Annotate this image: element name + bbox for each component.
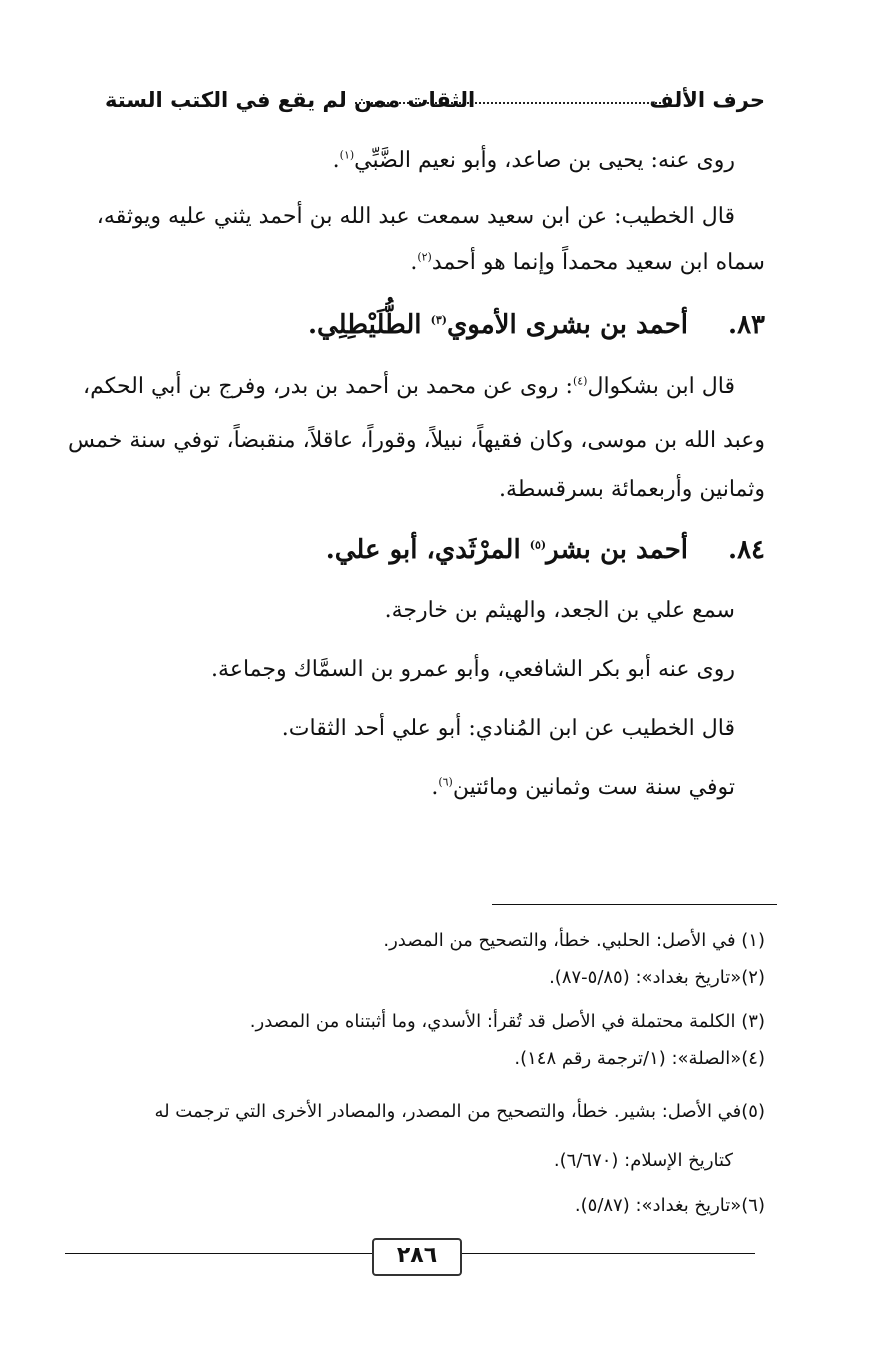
entry-title-84: [80, 535, 765, 565]
entry-nisba: الطُّلَيْطِلِي.: [307, 310, 422, 340]
entry-number: ٨٣.: [728, 310, 765, 340]
entry-name: أحمد بن بشر: [546, 535, 688, 565]
running-header: [105, 82, 765, 118]
header-book-title: الثقات ممن لم يقع في الكتب الستة: [105, 88, 476, 112]
footnote-ref: (٥): [529, 538, 547, 552]
footnote-ref: (٢): [417, 250, 432, 264]
footnote-4: (٤)«الصلة»: (١/ترجمة رقم ١٤٨).: [514, 1048, 765, 1069]
entry-name: أحمد بن بشرى الأموي: [446, 310, 688, 340]
page-number: ٢٨٦: [372, 1238, 462, 1276]
body-line: سمع علي بن الجعد، والهيثم بن خارجة.: [384, 598, 735, 623]
body-line: روى عنه: يحيى بن صاعد، وأبو نعيم الضَّبِّي$^{(١)}$.: [332, 148, 735, 173]
body-line: سماه ابن سعيد محمداً وإنما هو أحمد$^{(٢)}$.: [410, 250, 765, 275]
body-line: وعبد الله بن موسى، وكان فقيهاً، نبيلاً، وقوراً، عاقلاً، منقبضاً، توفي سنة خمس: [67, 428, 765, 453]
entry-nisba: المرْثَدي، أبو علي.: [325, 535, 521, 565]
entry-number: ٨٤.: [728, 535, 765, 565]
footnote-2: (٢)«تاريخ بغداد»: (٥/٨٥-٨٧).: [549, 967, 765, 988]
body-line: وثمانين وأربعمائة بسرقسطة.: [499, 477, 765, 502]
body-line: قال الخطيب: عن ابن سعيد سمعت عبد الله بن أحمد يثني عليه ويوثقه،: [96, 204, 735, 229]
body-line: قال الخطيب عن ابن المُنادي: أبو علي أحد الثقات.: [281, 716, 735, 741]
body-line: توفي سنة ست وثمانين ومائتين$^{(٦)}$.: [431, 775, 735, 800]
body-line: قال ابن بشكوال$^{(٤)}$: روى عن محمد بن أحمد بن بدر، وفرج بن أبي الحكم،: [83, 374, 735, 399]
header-chapter: حرف الألف: [649, 88, 765, 112]
footnote-5-continuation: كتاريخ الإسلام: (٦/٦٧٠).: [553, 1150, 733, 1171]
footnote-ref: (٤): [572, 374, 588, 388]
footnote-separator: [492, 904, 777, 905]
footnote-ref: (١): [339, 148, 355, 162]
entry-title-83: [80, 310, 765, 340]
footnote-5: (٥)في الأصل: بشير. خطأ، والتصحيح من المصدر، والمصادر الأخرى التي ترجمت له: [154, 1101, 765, 1122]
footnote-ref: (٣): [430, 313, 447, 327]
footnote-6: (٦)«تاريخ بغداد»: (٥/٨٧).: [574, 1195, 765, 1216]
footnote-1: (١) في الأصل: الحلبي. خطأ، والتصحيح من المصدر.: [383, 930, 765, 951]
footnote-ref: (٦): [438, 775, 453, 789]
body-line: روى عنه أبو بكر الشافعي، وأبو عمرو بن السمَّاك وجماعة.: [211, 657, 735, 682]
footnote-3: (٣) الكلمة محتملة في الأصل قد تُقرأ: الأسدي، وما أثبتناه من المصدر.: [249, 1011, 765, 1032]
